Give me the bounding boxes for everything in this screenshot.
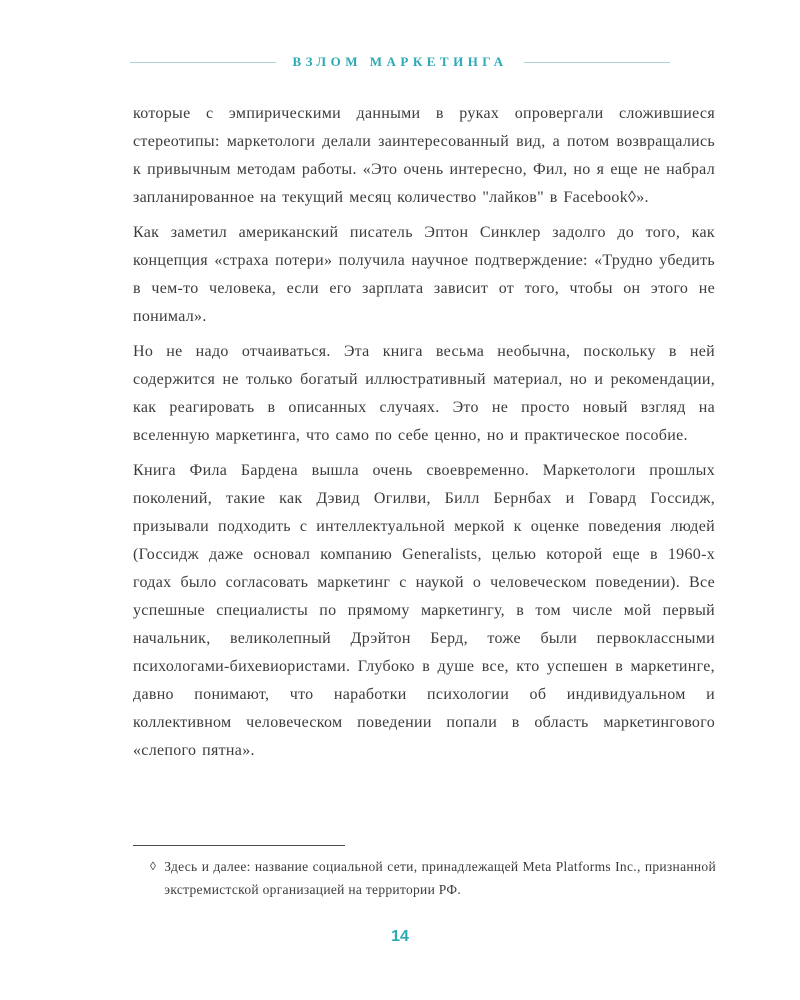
paragraph-2: Как заметил американский писатель Эптон Синклер задолго до того, как концепция «страха потери» получила научное подтверждение: «Трудно убедить в чем-то человека, если его зарплата зависит от того, чтобы он этого не понимал». <box>133 224 715 325</box>
page-number: 14 <box>391 928 409 945</box>
running-header <box>130 54 670 70</box>
footnote <box>150 855 716 901</box>
header-rule-right <box>524 62 670 63</box>
header-rule-left <box>130 62 276 63</box>
paragraph-4: Книга Фила Бардена вышла очень своевременно. Маркетологи прошлых поколений, такие как Дэвид Огилви, Билл Бернбах и Говард Госсидж, призывали подходить с интеллектуальной меркой к оценке поведения людей (Госсидж даже основал компанию Generalists, целью которой еще в 1960-х годах было согласовать маркетинг с наукой о человеческом поведении). Все успешные специалисты по прямому маркетингу, в том числе мой первый начальник, великолепный Дрэйтон Берд, тоже были первоклассными психологами-бихевиористами. Глубоко в душе все, кто успешен в маркетинге, давно понимают, что наработки психологии об индивидуальном и коллективном человеческом поведении попали в область маркетингового «слепого пятна». <box>133 462 715 759</box>
paragraph-3: Но не надо отчаиваться. Эта книга весьма необычна, поскольку в ней содержится не только богатый иллюстративный материал, но и рекомендации, как реагировать в описанных случаях. Это не просто новый взгляд на вселенную маркетинга, что само по себе ценно, но и практическое пособие. <box>133 343 715 444</box>
footnote-text: Здесь и далее: название социальной сети, принадлежащей Meta Platforms Inc., признанной экстремистской организацией на территории РФ. <box>164 859 716 897</box>
body-text <box>133 100 715 772</box>
paragraph-1: которые с эмпирическими данными в руках опровергали сложившиеся стереотипы: маркетологи делали заинтересованный вид, а потом возвращались к привычным методам работы. «Это очень интересно, Фил, но я еще не набрал запланированное на текущий месяц количество "лайков" в Facebook◊». <box>133 105 715 206</box>
footnote-separator <box>133 845 345 846</box>
footnote-marker: ◊ <box>150 859 157 873</box>
book-title: ВЗЛОМ МАРКЕТИНГА <box>292 54 508 69</box>
